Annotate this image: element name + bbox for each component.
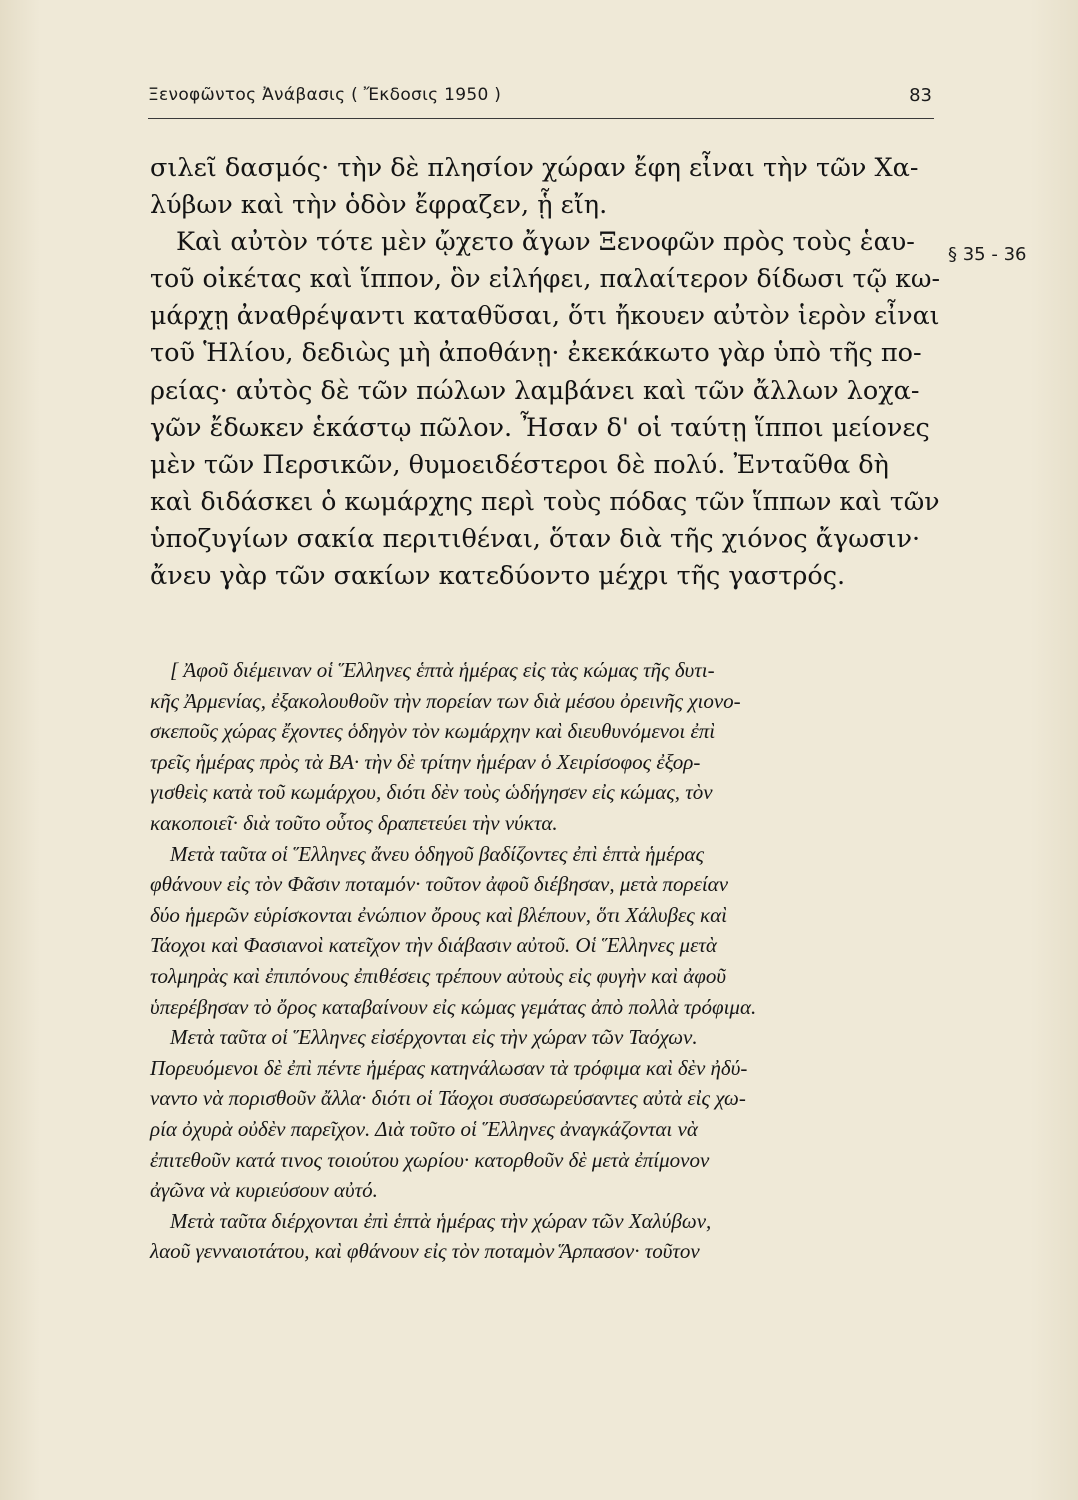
commentary-line: ναντο νὰ πορισθοῦν ἄλλα· διότι οἱ Τάοχοι συσσωρεύσαντες αὐτὰ εἰς χω- — [150, 1086, 746, 1111]
main-line: μὲν τῶν Περσικῶν, θυμοειδέστεροι δὲ πολύ. Ἐνταῦθα δὴ — [150, 449, 889, 480]
commentary-line: γισθεὶς κατὰ τοῦ κωμάρχου, διότι δὲν τοὺς ὡδήγησεν εἰς κώμας, τὸν — [150, 780, 713, 805]
commentary-line: τρεῖς ἡμέρας πρὸς τὰ ΒΑ· τὴν δὲ τρίτην ἡμέραν ὁ Χειρίσοφος ἐξορ- — [150, 749, 701, 774]
commentary-line: φθάνουν εἰς τὸν Φᾶσιν ποταμόν· τοῦτον ἀφοῦ διέβησαν, μετὰ πορείαν — [150, 872, 729, 897]
main-line: τοῦ Ἡλίου, δεδιὼς μὴ ἀποθάνῃ· ἐκεκάκωτο γὰρ ὑπὸ τῆς πο- — [150, 338, 922, 369]
commentary-line: λαοῦ γενναιοτάτου, καὶ φθάνουν εἰς τὸν ποταμὸν Ἅρπασον· τοῦτον — [150, 1239, 700, 1264]
main-line: καὶ διδάσκει ὁ κωμάρχης περὶ τοὺς πόδας τῶν ἵππων καὶ τῶν — [150, 486, 940, 517]
commentary-line: Πορευόμενοι δὲ ἐπὶ πέντε ἡμέρας κατηνάλωσαν τὰ τρόφιμα καὶ δὲν ἠδύ- — [150, 1055, 748, 1080]
main-line: ἄνευ γὰρ τῶν σακίων κατεδύοντο μέχρι τῆς γαστρός. — [150, 561, 846, 592]
header-rule — [148, 118, 934, 119]
main-line: μάρχῃ ἀναθρέψαντι καταθῦσαι, ὅτι ἤκουεν αὐτὸν ἱερὸν εἶναι — [150, 301, 940, 332]
main-line: Καὶ αὐτὸν τότε μὲν ᾤχετο ἄγων Ξενοφῶν πρὸς τοὺς ἑαυ- — [176, 227, 915, 258]
running-title: Ξενοφῶντος Ἀνάβασις ( Ἔκδοσις 1950 ) — [148, 85, 502, 105]
commentary-line: Τάοχοι καὶ Φασιανοὶ κατεῖχον τὴν διάβασιν αὐτοῦ. Οἱ Ἕλληνες μετὰ — [150, 933, 717, 958]
section-reference: § 35 - 36 — [948, 244, 1027, 265]
commentary-line: σκεποῦς χώρας ἔχοντες ὁδηγὸν τὸν κωμάρχην καὶ διευθυνόμενοι ἐπὶ — [150, 719, 716, 744]
commentary-line: ρία ὀχυρὰ οὐδὲν παρεῖχον. Διὰ τοῦτο οἱ Ἕλληνες ἀναγκάζονται νὰ — [150, 1116, 698, 1141]
commentary-line: δύο ἡμερῶν εὑρίσκονται ἐνώπιον ὄρους καὶ βλέπουν, ὅτι Χάλυβες καὶ — [150, 902, 727, 927]
main-line: ρείας· αὐτὸς δὲ τῶν πώλων λαμβάνει καὶ τῶν ἄλλων λοχα- — [150, 375, 920, 406]
commentary-line: ὑπερέβησαν τὸ ὄρος καταβαίνουν εἰς κώμας γεμάτας ἀπὸ πολλὰ τρόφιμα. — [150, 994, 757, 1019]
page-number: 83 — [909, 85, 932, 106]
main-line: λύβων καὶ τὴν ὁδὸν ἔφραζεν, ᾗ εἴη. — [150, 190, 608, 221]
commentary-line: Μετὰ ταῦτα οἱ Ἕλληνες εἰσέρχονται εἰς τὴν χώραν τῶν Ταόχων. — [170, 1025, 698, 1050]
commentary-line: κακοποιεῖ· διὰ τοῦτο οὗτος δραπετεύει τὴν νύκτα. — [150, 810, 558, 835]
page-header — [148, 85, 932, 115]
commentary-line: κῆς Ἀρμενίας, ἐξακολουθοῦν τὴν πορείαν των διὰ μέσου ὀρεινῆς χιονο- — [150, 688, 741, 713]
main-line: γῶν ἔδωκεν ἑκάστῳ πῶλον. Ἦσαν δ' οἱ ταύτῃ ἵπποι μείονες — [150, 412, 930, 443]
commentary-text — [150, 655, 940, 1267]
commentary-line: ἐπιτεθοῦν κατά τινος τοιούτου χωρίου· κατορθοῦν δὲ μετὰ ἐπίμονον — [150, 1147, 710, 1172]
main-line: ὑποζυγίων σακία περιτιθέναι, ὅταν διὰ τῆς χιόνος ἄγωσιν· — [150, 523, 921, 554]
commentary-line: [ Ἀφοῦ διέμειναν οἱ Ἕλληνες ἑπτὰ ἡμέρας εἰς τὰς κώμας τῆς δυτι- — [170, 658, 715, 682]
commentary-line: Μετὰ ταῦτα διέρχονται ἐπὶ ἑπτὰ ἡμέρας τὴν χώραν τῶν Χαλύβων, — [170, 1208, 712, 1233]
main-text — [150, 150, 940, 595]
main-line: τοῦ οἰκέτας καὶ ἵππον, ὃν εἰλήφει, παλαίτερον δίδωσι τῷ κω- — [150, 264, 941, 295]
commentary-line: Μετὰ ταῦτα οἱ Ἕλληνες ἄνευ ὁδηγοῦ βαδίζοντες ἐπὶ ἑπτὰ ἡμέρας — [170, 841, 704, 866]
commentary-line: τολμηρὰς καὶ ἐπιπόνους ἐπιθέσεις τρέπουν αὐτοὺς εἰς φυγὴν καὶ ἀφοῦ — [150, 963, 727, 988]
commentary-line: ἀγῶνα νὰ κυριεύσουν αὐτό. — [150, 1178, 378, 1203]
main-line: σιλεῖ δασμός· τὴν δὲ πλησίον χώραν ἔφη εἶναι τὴν τῶν Χα- — [150, 153, 919, 183]
